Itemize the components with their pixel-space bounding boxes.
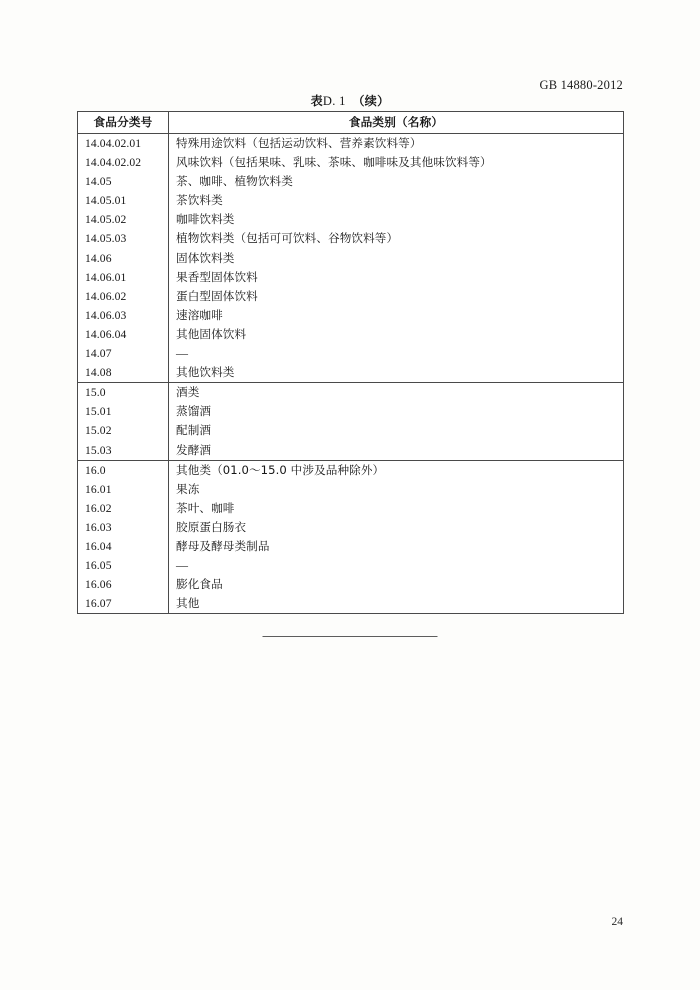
table-row [78,344,624,363]
cell-category-code: 14.06.02 [78,287,169,306]
table-row [78,363,624,383]
cell-category-code: 14.06.01 [78,268,169,287]
column-header-code: 食品分类号 [78,112,169,134]
cell-category-name: 其他饮料类 [176,365,235,380]
cell-category-name: 风味饮料（包括果味、乳味、茶味、咖啡味及其他味饮料等） [176,155,492,170]
end-of-text-rule [263,636,438,637]
table-row [78,325,624,344]
cell-category-name: 其他 [169,594,624,614]
cell-category-code: 14.07 [78,344,169,363]
cell-category-name: 酵母及酵母类制品 [176,538,270,553]
table-head [78,112,624,134]
caption-label: 表 [310,94,323,108]
cell-category-name: 速溶咖啡 [176,307,223,322]
table-row [78,575,624,594]
table-row [78,460,624,480]
table-row [78,499,624,518]
table-row [78,556,624,575]
table-row [78,191,624,210]
cell-category-code: 15.03 [78,441,169,461]
cell-category-name: 膨化食品 [176,577,223,592]
cell-category-name: 咖啡饮料类 [176,212,235,227]
cell-category-code: 14.05.01 [78,191,169,210]
column-header-name: 食品类别（名称） [169,112,624,134]
cell-category-code: 15.01 [78,402,169,421]
cell-category-name: 蒸馏酒 [176,404,212,419]
table-row [78,287,624,306]
cell-category-code: 14.08 [78,363,169,383]
cell-category-name: 蛋白型固体饮料 [176,288,258,303]
table-row [78,594,624,614]
page-number: 24 [611,916,623,928]
cell-category-code: 16.04 [78,537,169,556]
table-row [78,153,624,172]
cell-category-code: 14.05.02 [78,210,169,229]
cell-category-code: 16.03 [78,518,169,537]
standard-number: GB 14880-2012 [539,78,623,92]
cell-category-code: 14.04.02.01 [78,134,169,154]
table-row [78,421,624,440]
cell-category-code: 16.06 [78,575,169,594]
cell-category-code: 16.07 [78,594,169,614]
cell-category-name: — [176,558,189,573]
cell-category-code: 14.04.02.02 [78,153,169,172]
cell-category-code: 14.06.04 [78,325,169,344]
caption-continued: （续） [352,94,390,108]
cell-category-code: 14.06.03 [78,306,169,325]
cell-category-name: 酒类 [169,383,624,403]
cell-category-name: 发酵酒 [176,442,212,457]
cell-category-code: 14.05.03 [78,229,169,248]
cell-category-name: 果冻 [176,481,200,496]
cell-category-name: 配制酒 [176,423,212,438]
cell-category-name: 特殊用途饮料（包括运动饮料、营养素饮料等） [176,136,422,150]
cell-category-code: 15.0 [78,383,169,403]
table-row [78,306,624,325]
cell-category-name: 茶叶、咖啡 [176,500,235,515]
table-row [78,268,624,287]
table-caption [0,92,700,109]
cell-category-name: 固体饮料类 [176,250,235,265]
table-row [78,402,624,421]
table-row [78,518,624,537]
cell-category-code: 15.02 [78,421,169,440]
cell-category-name: 茶、咖啡、植物饮料类 [176,174,293,189]
table-row [78,537,624,556]
cell-category-name: — [176,346,189,361]
cell-category-name: 其他类（01.0～15.0 中涉及品种除外） [169,460,624,480]
table-row [78,134,624,154]
table-row [78,441,624,461]
cell-category-code: 16.02 [78,499,169,518]
cell-category-name: 其他固体饮料 [176,326,247,341]
table-row [78,249,624,268]
table-row [78,383,624,403]
cell-category-code: 16.05 [78,556,169,575]
table-row [78,229,624,248]
cell-category-code: 14.06 [78,249,169,268]
cell-category-name: 果香型固体饮料 [176,269,258,284]
cell-category-code: 16.0 [78,460,169,480]
cell-category-name: 茶饮料类 [176,193,223,208]
food-category-table [77,111,624,614]
caption-number: D. 1 [322,94,346,108]
table-row [78,172,624,191]
cell-category-code: 14.05 [78,172,169,191]
table-body [78,134,624,614]
table-row [78,480,624,499]
cell-category-code: 16.01 [78,480,169,499]
cell-category-name: 植物饮料类（包括可可饮料、谷物饮料等） [176,231,399,246]
cell-category-name: 胶原蛋白肠衣 [176,519,247,534]
table-row [78,210,624,229]
table-header-row [78,112,624,134]
